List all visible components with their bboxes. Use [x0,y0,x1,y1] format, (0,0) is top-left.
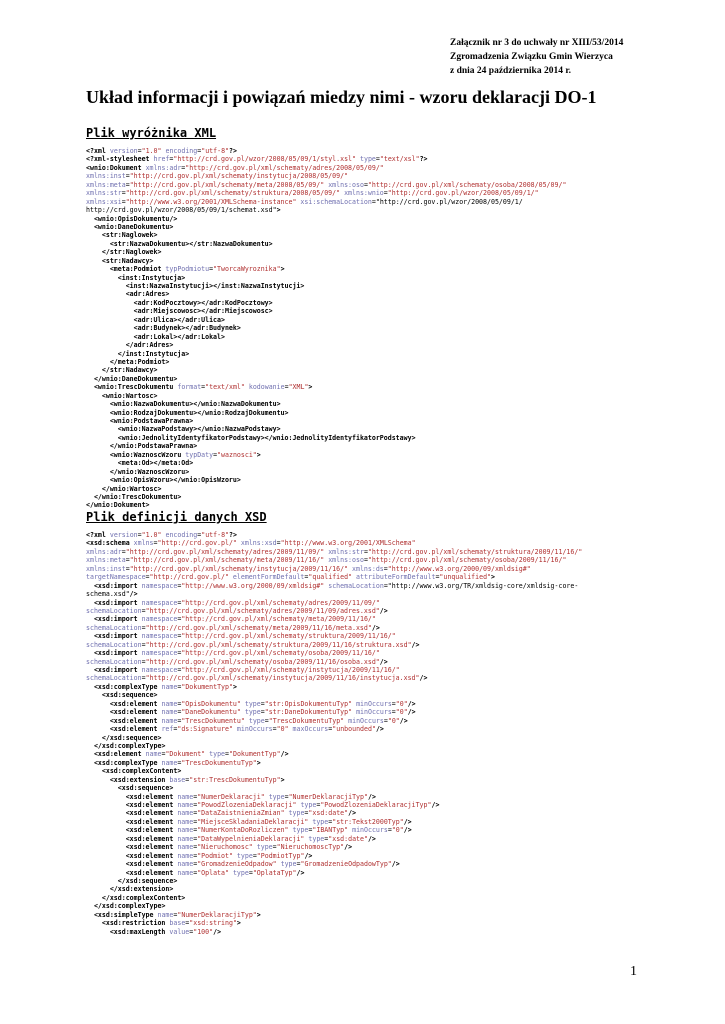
code-line: http://crd.gov.pl/wzor/2008/05/09/1/schemat.xsd"> [86,206,281,215]
code-line: </wnio:PodstawaPrawna> [109,442,198,451]
code-line: </wnio:Wartosc> [101,484,162,493]
code-line: <xsd:restriction base="xsd:string"> [101,919,241,928]
code-line: <xsd:element name="OpisDokumentu" type="str:OpisDokumentuTyp" minOccurs="0"/> [109,699,416,708]
code-line: <xsd:complexType name="DokumentTyp"> [93,682,237,691]
code-line: </xsd:extension> [109,885,174,894]
code-line: <xsd:import namespace="http://crd.gov.pl/xml/schematy/struktura/2009/11/16/" [93,632,396,641]
code-line: xmlns:meta="http://crd.gov.pl/xml/schematy/meta/2008/05/09/" xmlns:oso="http://crd.gov.pl/xml/schematy/osoba/2008/05/09/" [86,180,567,189]
code-line: <wnio:NazwaDokumentu></wnio:NazwaDokumentu> [109,400,281,409]
xsd-code-listing [86,531,646,936]
code-line: <meta:Podmiot typPodmiotu="TworcaWyroznika"> [109,265,285,274]
code-line: targetNamespace="http://crd.gov.pl/" elementFormDefault="qualified" attributeFormDefault="unqualified"> [86,573,496,582]
code-line: <wnio:TrescDokumentu format="text/xml" kodowanie="XML"> [93,383,313,392]
code-line: </xsd:complexContent> [101,893,186,902]
code-line: <wnio:WaznoscWzoru typDaty="waznosci"> [109,450,261,459]
code-line: <wnio:Wartosc> [101,391,158,400]
code-line: <xsd:element name="Nieruchomosc" type="NieruchomoscTyp"/> [125,843,353,852]
xml-section-heading: Plik wyróżnika XML [86,126,217,140]
code-line: </wnio:TrescDokumentu> [93,492,182,501]
code-line: <xsd:element ref="ds:Signature" minOccurs="0" maxOccurs="unbounded"/> [109,725,384,734]
code-line: <xsd:sequence> [117,784,174,793]
code-line: <wnio:OpisDokumentu/> [93,214,178,223]
code-line: </xsd:sequence> [101,733,162,742]
code-line: <xsd:element name="MiejsceSkladaniaDeklaracji" type="str:Tekst2000Typ"/> [125,817,412,826]
code-line: <wnio:RodzajDokumentu></wnio:RodzajDokumentu> [109,408,289,417]
code-line: <xsd:element name="Dokument" type="DokumentTyp"/> [93,750,289,759]
code-line: <xsd:element name="NumerDeklaracji" type="NumerDeklaracjiTyp"/> [125,792,376,801]
code-line: <wnio:OpisWzoru></wnio:OpisWzoru> [109,476,241,485]
code-line: xmlns:meta="http://crd.gov.pl/xml/schematy/meta/2009/11/16/" xmlns:oso="http://crd.gov.pl/xml/schematy/osoba/2009/11/16/" [86,556,567,565]
code-line: <xsd:import namespace="http://crd.gov.pl/xml/schematy/adres/2009/11/09/" [93,598,380,607]
code-line: <xsd:element name="GromadzenieOdpadow" type="GromadzenieOdpadowTyp"/> [125,860,400,869]
code-line: <wnio:DaneDokumentu> [93,222,174,231]
code-line: <adr:Ulica></adr:Ulica> [133,315,225,324]
code-line: <xsd:sequence> [101,691,158,700]
code-line: <xsd:complexType name="TrescDokumentuTyp"> [93,758,261,767]
code-line: <xsd:import namespace="http://crd.gov.pl/xml/schematy/meta/2009/11/16/" [93,615,376,624]
code-line: <xsd:element name="PowodZlozeniaDeklaracji" type="PowodZlozeniaDeklaracjiTyp"/> [125,801,440,809]
code-line: schemaLocation="http://crd.gov.pl/xml/schematy/adres/2009/11/09/adres.xsd"/> [86,606,388,615]
code-line: </adr:Adres> [125,341,174,350]
code-line: <?xml version="1.0" encoding="utf-8"?> [86,531,237,539]
code-line: <xsd:maxLength value="100"/> [109,927,222,936]
code-line: <adr:Lokal></adr:Lokal> [133,332,225,341]
code-line: <xsd:simpleType name="NumerDeklaracjiTyp"> [93,910,261,919]
code-line: <meta:Od></meta:Od> [117,459,194,468]
code-line: <adr:Adres> [125,290,170,299]
code-line: </inst:Instytucja> [117,349,190,358]
code-line: </xsd:sequence> [117,876,178,885]
code-line: <xsd:schema xmlns="http://crd.gov.pl/" xmlns:xsd="http://www.w3.org/2001/XMLSchema" [86,539,416,548]
code-line: </str:Nadawcy> [101,366,158,375]
code-line: schemaLocation="http://crd.gov.pl/xml/schematy/osoba/2009/11/16/osoba.xsd"/> [86,657,388,666]
xml-code-listing [86,147,646,510]
code-line: <adr:Budynek></adr:Budynek> [133,324,241,333]
code-line: </wnio:Dokument> [86,501,150,510]
code-line: <wnio:Dokument xmlns:adr="http://crd.gov.pl/xml/schematy/adres/2008/05/09/" [86,163,384,172]
code-line: </xsd:complexType> [93,741,166,750]
code-line: <xsd:element name="Oplata" type="OplataTyp"/> [125,868,305,877]
code-line: xmlns:inst="http://crd.gov.pl/xml/schematy/instytucja/2009/11/16/" xmlns:ds="http://www.w3.org/2000/09/xmldsig#" [86,564,531,573]
code-line: <xsd:import namespace="http://crd.gov.pl/xml/schematy/osoba/2009/11/16/" [93,649,380,658]
code-line: </wnio:WaznoscWzoru> [109,467,190,476]
code-line: <xsd:element name="NumerKontaDoRozliczen" type="IBANTyp" minOccurs="0"/> [125,826,412,835]
attachment-line-3: z dnia 24 października 2014 r. [450,66,572,76]
code-line: <xsd:element name="TrescDokumentu" type="TrescDokumentuTyp" minOccurs="0"/> [109,716,408,725]
code-line: <str:Naglowek> [101,231,158,240]
code-line: <xsd:element name="Podmiot" type="PodmiotTyp"/> [125,851,313,860]
document-title: Układ informacji i powiązań miedzy nimi - wzoru deklaracji DO-1 [86,87,597,107]
code-line: <xsd:element name="DaneDokumentu" type="str:DaneDokumentuTyp" minOccurs="0"/> [109,708,416,717]
code-line: xmlns:str="http://crd.gov.pl/xml/schematy/struktura/2008/05/09/" xmlns:wnio="http://crd.gov.pl/wzor/2008/05/09/1/" [86,189,539,198]
code-line: <?xml version="1.0" encoding="utf-8"?> [86,147,237,155]
code-line: </str:Naglowek> [101,248,162,257]
attachment-header [450,36,670,78]
code-line: schemaLocation="http://crd.gov.pl/xml/schematy/struktura/2009/11/16/struktura.xsd"/> [86,640,420,649]
code-line: </xsd:complexType> [93,902,166,911]
code-line: <xsd:element name="DataZaistnieniaZmian" type="xsd:date"/> [125,809,357,818]
attachment-line-1: Załącznik nr 3 do uchwały nr XIII/53/2014 [450,38,624,48]
code-line: </wnio:DaneDokumentu> [93,374,178,383]
code-line: <xsd:import namespace="http://crd.gov.pl/xml/schematy/instytucja/2009/11/16/" [93,666,400,674]
code-line: <xsd:extension base="str:TrescDokumentuTyp"> [109,775,285,784]
code-line: <wnio:JednolityIdentyfikatorPodstawy></wnio:JednolityIdentyfikatorPodstawy> [117,433,416,442]
code-line: </meta:Podmiot> [109,357,170,366]
code-line: xmlns:adr="http://crd.gov.pl/xml/schematy/adres/2009/11/09/" xmlns:str="http://crd.gov.pl/xml/schematy/struktura/2009/11/16/" [86,547,583,556]
code-line: <str:Nadawcy> [101,256,154,265]
code-line: <?xml-stylesheet href="http://crd.gov.pl/wzor/2008/05/09/1/styl.xsl" type="text/xsl"?> [86,155,428,164]
code-line: <xsd:import namespace="http://www.w3.org/2000/09/xmldsig#" schemaLocation="http://www.w3.org/TR/xmldsig-core/xmldsig-core- [93,581,579,590]
code-line: schemaLocation="http://crd.gov.pl/xml/schematy/instytucja/2009/11/16/instytucja.xsd"/> [86,674,428,683]
code-line: <adr:KodPocztowy></adr:KodPocztowy> [133,298,273,307]
code-line: <wnio:PodstawaPrawna> [109,417,194,425]
code-line: <inst:NazwaInstytucji></inst:NazwaInstytucji> [125,282,305,290]
code-line: <adr:Miejscowosc></adr:Miejscowosc> [133,307,273,316]
code-line: xmlns:xsi="http://www.w3.org/2001/XMLSchema-instance" xsi:schemaLocation="http://crd.gov.pl/wzor/2008/05/09/1/ [86,197,523,206]
code-line: <str:NazwaDokumentu></str:NazwaDokumentu> [109,239,273,248]
code-line: schema.xsd"/> [86,590,138,599]
code-line: schemaLocation="http://crd.gov.pl/xml/schematy/meta/2009/11/16/meta.xsd"/> [86,623,380,632]
page-number: 1 [630,964,637,979]
xsd-section-heading: Plik definicji danych XSD [86,510,267,524]
code-line: <inst:Instytucja> [117,273,186,282]
code-line: <xsd:complexContent> [101,767,182,776]
attachment-line-2: Zgromadzenia Związku Gmin Wierzyca [450,52,613,62]
code-line: <wnio:NazwaPodstawy></wnio:NazwaPodstawy> [117,425,281,434]
code-line: xmlns:inst="http://crd.gov.pl/xml/schematy/instytucja/2008/05/09/" [86,172,349,181]
code-line: <xsd:element name="DataWypelnieniaDeklaracji" type="xsd:date"/> [125,834,376,843]
